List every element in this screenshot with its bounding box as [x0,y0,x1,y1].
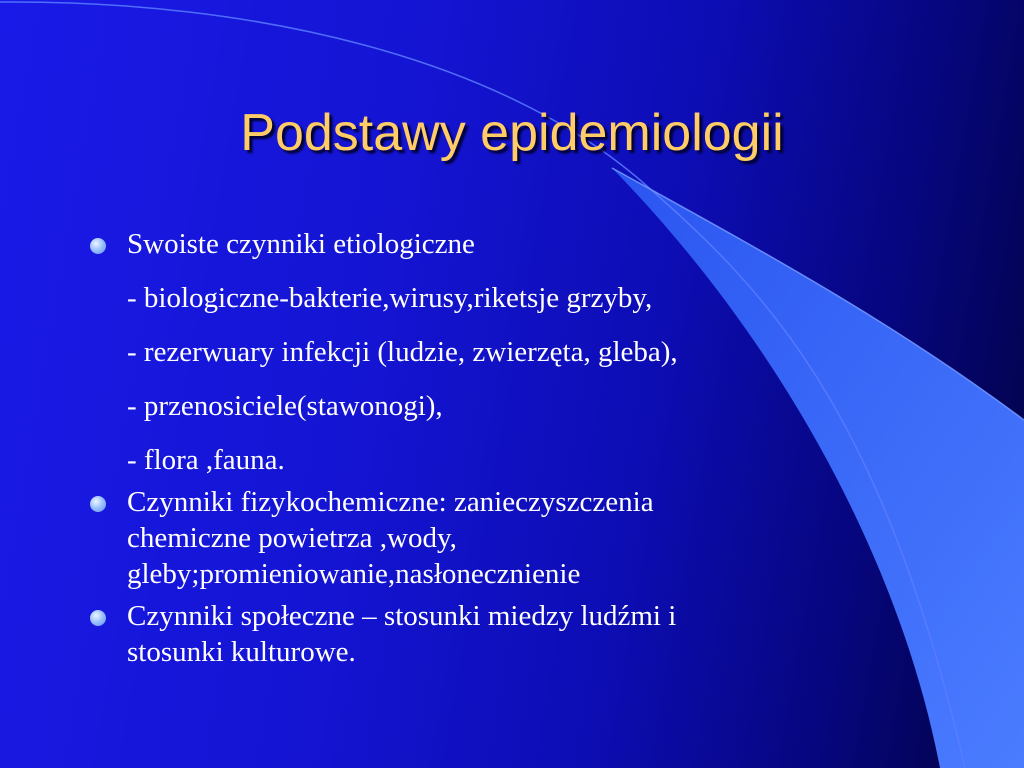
bullet-line: Czynniki fizykochemiczne: zanieczyszczenia [127,486,654,518]
bullet-dot-icon [90,238,106,254]
bullet-line: Czynniki społeczne – stosunki miedzy ludźmi i [127,600,677,632]
sub-item: - przenosiciele(stawonogi), [127,390,443,422]
slide-content [88,226,888,676]
bullet-dot-icon [90,610,106,626]
bullet-line: gleby;promieniowanie,nasłonecznienie [127,558,581,590]
bullet-line: chemiczne powietrza ,wody, [127,522,457,554]
bullet-item [88,598,888,670]
bullet-line: stosunki kulturowe. [127,636,356,668]
slide-title: Podstawy epidemiologii [240,104,784,162]
sub-item: - biologiczne-bakterie,wirusy,riketsje grzyby, [127,282,653,314]
bullet-item [88,484,888,592]
sub-item: - flora ,fauna. [127,444,285,476]
bullet-text: Swoiste czynniki etiologiczne [127,228,475,260]
bullet-item [88,226,888,478]
sub-item: - rezerwuary infekcji (ludzie, zwierzęta, gleba), [127,336,678,368]
bullet-dot-icon [90,496,106,512]
